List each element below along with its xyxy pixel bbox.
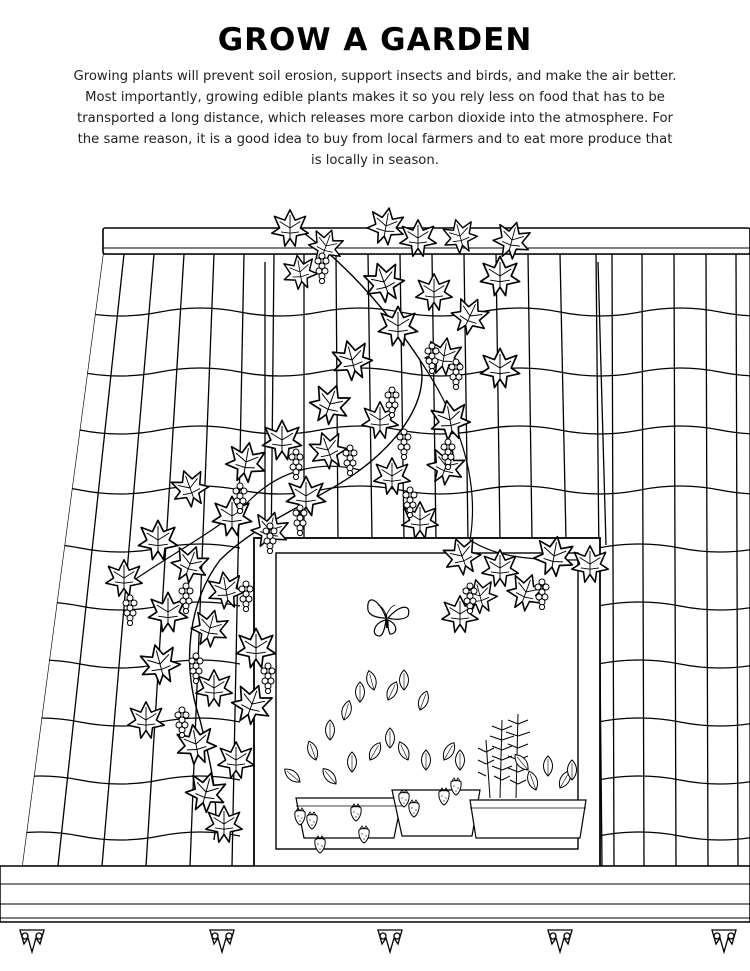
gutter-brackets xyxy=(20,930,736,952)
coloring-illustration xyxy=(0,200,750,971)
gutter xyxy=(0,866,750,922)
intro-paragraph: Growing plants will prevent soil erosion, support insects and birds, and make the air better. Most importantly, growing edible plants makes it so you rely less on food that has to be transported a long distance, which releases more carbon dioxide into the atmosphere. For the same reason, it is a good idea to buy from local farmers and to eat more produce that is locally in season. xyxy=(73,69,677,168)
page-title: GROW A GARDEN xyxy=(217,22,533,58)
